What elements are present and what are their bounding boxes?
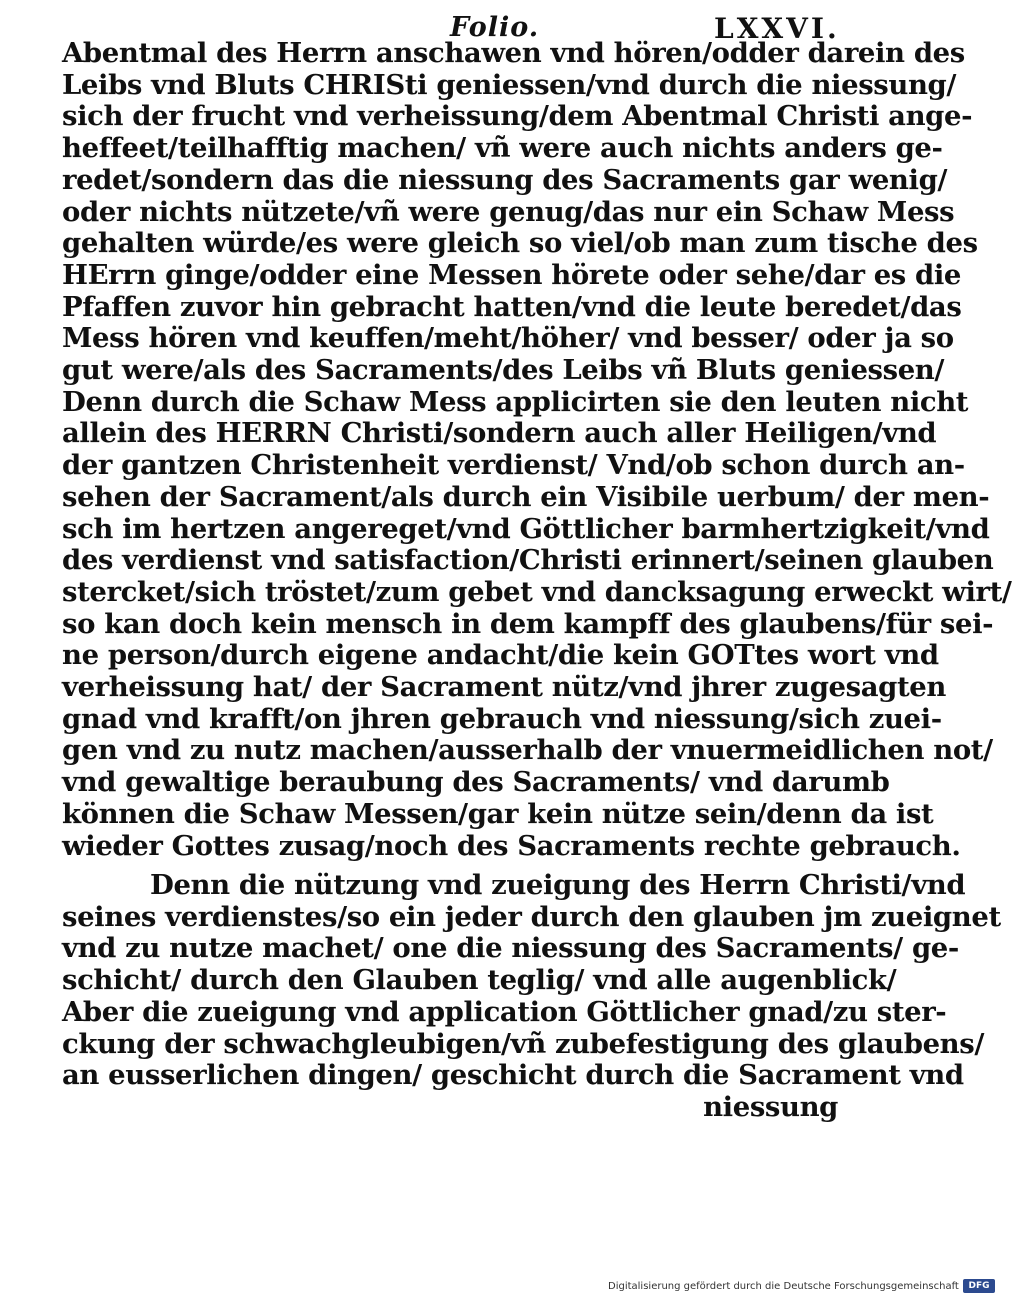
text-line: vnd zu nutze machet/ one die niessung des Sacraments/ ge- [62, 932, 959, 965]
text-line: verheissung hat/ der Sacrament nütz/vnd jhrer zugesagten [62, 671, 946, 703]
text-line: an eusserlichen dingen/ geschicht durch die Sacrament vnd [62, 1059, 964, 1092]
text-line: Denn die nützung vnd zueigung des Herrn Christi/vnd [150, 869, 966, 901]
text-line: seines verdienstes/so ein jeder durch den glauben jm zueignet [62, 900, 1001, 933]
text-line: heffeet/teilhafftig machen/ vñ were auch nichts anders ge- [62, 132, 943, 165]
text-line: so kan doch kein mensch in dem kampff des glaubens/für sei- [62, 607, 994, 640]
text-line: gen vnd zu nutz machen/ausserhalb der vnuermeidlichen not/ [62, 734, 993, 767]
dfg-logo-icon: DFG [963, 1279, 995, 1293]
text-line: können die Schaw Messen/gar kein nütze sein/denn da ist [62, 797, 934, 830]
text-line: gehalten würde/es were gleich so viel/ob man zum tische des [62, 227, 978, 260]
text-line: sich der frucht vnd verheissung/dem Abentmal Christi ange- [62, 100, 973, 133]
text-line: Leibs vnd Bluts CHRISti geniessen/vnd durch die niessung/ [62, 68, 957, 101]
text-line: wieder Gottes zusag/noch des Sacraments rechte gebrauch. [62, 829, 961, 862]
text-line: der gantzen Christenheit verdienst/ Vnd/ob schon durch an- [62, 449, 965, 482]
text-line: niessung [703, 1090, 838, 1123]
leaf-number: LXXVI. [714, 12, 840, 45]
text-line: Pfaffen zuvor hin gebracht hatten/vnd die leute beredet/das [62, 290, 962, 323]
text-line: ne person/durch eigene andacht/die kein GOTtes wort vnd [62, 639, 939, 672]
text-line: sehen der Sacrament/als durch ein Visibile uerbum/ der men- [62, 480, 990, 513]
text-line: allein des HERRN Christi/sondern auch aller Heiligen/vnd [62, 417, 937, 450]
text-line: vnd gewaltige beraubung des Sacraments/ vnd darumb [62, 766, 890, 799]
text-line: sch im hertzen angereget/vnd Göttlicher barmhertzigkeit/vnd [62, 512, 990, 545]
text-line: gnad vnd krafft/on jhren gebrauch vnd niessung/sich zuei- [62, 702, 942, 735]
text-line: Mess hören vnd keuffen/meht/höher/ vnd besser/ oder ja so [62, 322, 954, 355]
text-line: Denn durch die Schaw Mess applicirten sie den leuten nicht [62, 385, 969, 418]
folio-heading: Folio. [450, 12, 540, 43]
text-line: des verdienst vnd satisfaction/Christi erinnert/seinen glauben [62, 544, 994, 577]
text-line: ckung der schwachgleubigen/vñ zubefestigung des glaubens/ [62, 1027, 985, 1060]
text-line: Aber die zueigung vnd application Göttlicher gnad/zu ster- [62, 995, 947, 1028]
text-line: oder nichts nützete/vñ were genug/das nur ein Schaw Mess [62, 195, 955, 228]
text-line: schicht/ durch den Glauben teglig/ vnd alle augenblick/ [62, 964, 897, 997]
digitization-credit: Digitalisierung gefördert durch die Deutsche Forschungsgemeinschaft [608, 1281, 959, 1292]
text-line: Abentmal des Herrn anschawen vnd hören/odder darein des [62, 37, 965, 69]
text-line: stercket/sich tröstet/zum gebet vnd dancksagung erweckt wirt/ [62, 575, 1012, 608]
text-line: redet/sondern das die niessung des Sacraments gar wenig/ [62, 163, 948, 196]
text-line: gut were/als des Sacraments/des Leibs vñ Bluts geniessen/ [62, 354, 945, 386]
text-line: HErrn ginge/odder eine Messen hörete oder sehe/dar es die [62, 258, 962, 291]
